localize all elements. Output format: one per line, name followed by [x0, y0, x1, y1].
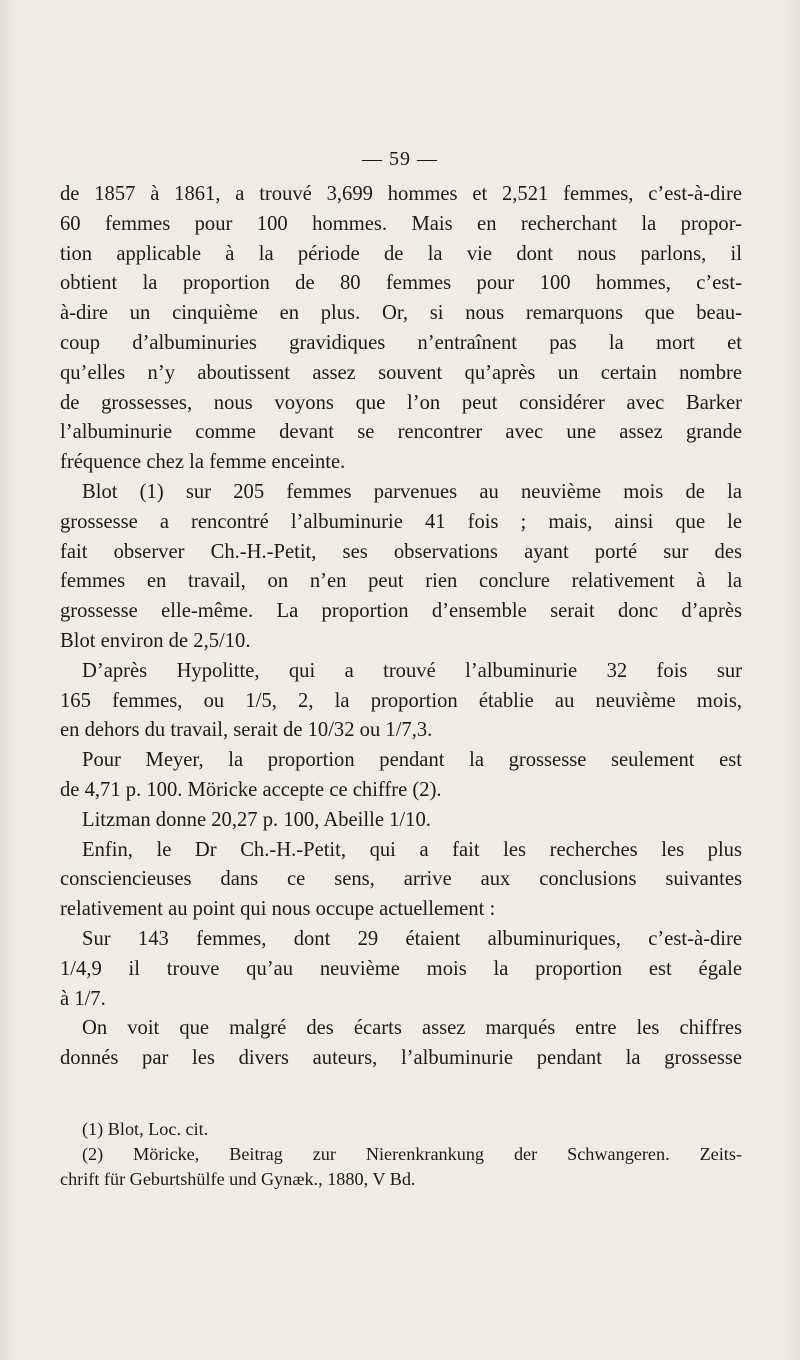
text-line: grossesse elle-même. La proportion d’ensemble serait donc d’après	[60, 600, 742, 623]
footnote-line: (1) Blot, Loc. cit.	[82, 1119, 209, 1139]
text-line: fait observer Ch.-H.-Petit, ses observations ayant porté sur des	[60, 540, 742, 563]
text-line: l’albuminurie comme devant se rencontrer avec une assez grande	[60, 421, 742, 444]
text-line: Blot environ de 2,5/10.	[60, 629, 251, 652]
text-line: consciencieuses dans ce sens, arrive aux conclusions suivantes	[60, 868, 742, 891]
text-line: donnés par les divers auteurs, l’albuminurie pendant la grossesse	[60, 1047, 742, 1070]
text-line: femmes en travail, on n’en peut rien conclure relativement à la	[60, 570, 742, 593]
text-line: Blot (1) sur 205 femmes parvenues au neuvième mois de la	[82, 480, 742, 503]
text-line: 60 femmes pour 100 hommes. Mais en recherchant la propor-	[60, 212, 742, 235]
text-line: Pour Meyer, la proportion pendant la grossesse seulement est	[82, 749, 742, 772]
text-line: obtient la proportion de 80 femmes pour 100 hommes, c’est-	[60, 272, 742, 295]
text-line: Enfin, le Dr Ch.-H.-Petit, qui a fait les recherches les plus	[82, 838, 742, 861]
text-line: tion applicable à la période de la vie dont nous parlons, il	[60, 242, 742, 265]
text-line: de 4,71 p. 100. Möricke accepte ce chiffre (2).	[60, 778, 442, 801]
text-line: coup d’albuminuries gravidiques n’entraînent pas la mort et	[60, 331, 742, 354]
text-line: Sur 143 femmes, dont 29 étaient albuminuriques, c’est-à-dire	[82, 927, 742, 950]
text-line: en dehors du travail, serait de 10/32 ou 1/7,3.	[60, 719, 433, 742]
text-line: 165 femmes, ou 1/5, 2, la proportion établie au neuvième mois,	[60, 689, 742, 712]
text-line: On voit que malgré des écarts assez marqués entre les chiffres	[82, 1017, 742, 1040]
text-line: grossesse a rencontré l’albuminurie 41 fois ; mais, ainsi que le	[60, 510, 742, 533]
footnote-line: chrift für Geburtshülfe und Gynæk., 1880, V Bd.	[60, 1169, 416, 1189]
text-line: 1/4,9 il trouve qu’au neuvième mois la proportion est égale	[60, 957, 742, 980]
text-line: de grossesses, nous voyons que l’on peut considérer avec Barker	[60, 391, 742, 414]
text-line: Litzman donne 20,27 p. 100, Abeille 1/10.	[82, 808, 431, 831]
text-line: de 1857 à 1861, a trouvé 3,699 hommes et 2,521 femmes, c’est-à-dire	[60, 183, 742, 205]
text-line: qu’elles n’y aboutissent assez souvent qu’après un certain nombre	[60, 361, 742, 384]
text-line: à-dire un cinquième en plus. Or, si nous remarquons que beau-	[60, 302, 742, 325]
text-line: fréquence chez la femme enceinte.	[60, 451, 346, 474]
text-line: à 1/7.	[60, 987, 106, 1010]
body-text	[60, 180, 742, 1074]
page-number: — 59 —	[362, 148, 438, 170]
text-line: D’après Hypolitte, qui a trouvé l’albuminurie 32 fois sur	[82, 659, 742, 682]
footnote-line: (2) Möricke, Beitrag zur Nierenkrankung der Schwangeren. Zeits-	[82, 1144, 742, 1164]
text-line: relativement au point qui nous occupe actuellement :	[60, 898, 496, 921]
footnotes	[60, 1117, 742, 1192]
